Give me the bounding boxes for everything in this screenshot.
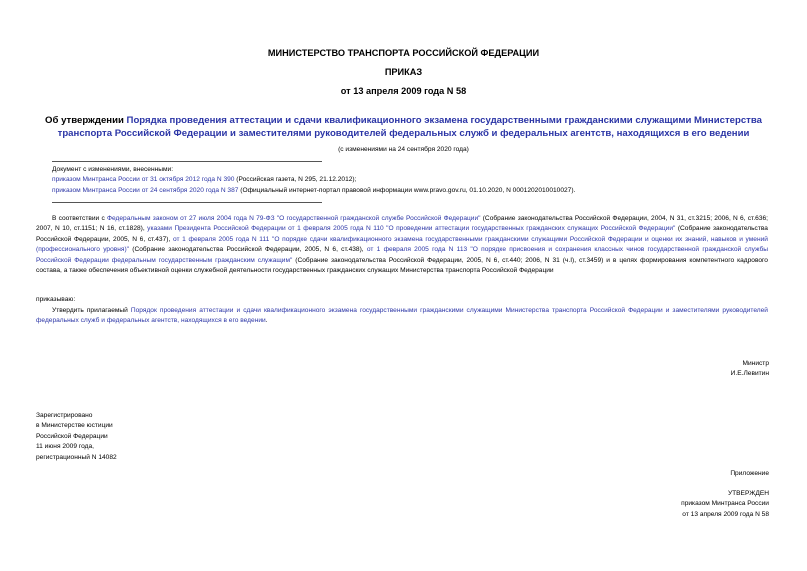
title-link[interactable]: Порядка проведения аттестации и сдачи квалификационного экзамена государственными гражданскими служащими Министерства транспорта Российской Федерации и заместителями руководителей федеральных служб и федеральных агентств, находящихся в его ведении: [57, 115, 762, 139]
decree-110-link[interactable]: указами Президента Российской Федерации от 1 февраля 2005 года N 110 "О проведении аттестации государственных гражданских служащих Российской Федерации": [147, 225, 676, 233]
title-prefix: Об утверждении: [45, 115, 127, 126]
preamble-paragraph: [36, 214, 768, 276]
document-title: [30, 114, 777, 140]
registration-line-2: в Министерстве юстиции: [36, 422, 113, 430]
appendix-date: от 13 апреля 2009 года N 58: [682, 510, 769, 518]
revision-note: (с изменениями на 24 сентября 2020 года): [338, 146, 469, 153]
doc-date-number: от 13 апреля 2009 года N 58: [340, 86, 467, 96]
preamble-text-3: (Собрание законодательства Российской Федерации, 2005, N 6, ст.437),: [36, 225, 768, 243]
registration-block: [36, 411, 117, 463]
registration-line-4: 11 июня 2009 года,: [36, 443, 94, 451]
signature-block: [731, 359, 769, 380]
changes-item-2-text: (Официальный интернет-портал правовой информации www.pravo.gov.ru, 01.10.2020, N 0001202010010027).: [238, 186, 576, 194]
changes-item-2: [52, 186, 782, 196]
registration-line-5: регистрационный N 14082: [36, 453, 117, 461]
changes-intro: Документ с изменениями, внесенными:: [52, 166, 174, 173]
order-word: приказываю:: [36, 296, 76, 303]
doc-type-heading: ПРИКАЗ: [384, 67, 423, 77]
changes-item-1-link[interactable]: приказом Минтранса России от 31 октября 2012 года N 390: [52, 176, 235, 184]
changes-block: [52, 165, 782, 196]
signature-name: И.Е.Левитин: [730, 370, 769, 378]
approve-paragraph: [36, 306, 768, 327]
registration-line-3: Российской Федерации: [36, 432, 108, 440]
approve-text-1: Утвердить прилагаемый: [52, 307, 131, 314]
preamble-text-2: (Собрание законодательства Российской Федерации, 2004, N 31, ст.3215; 2006, N 6, ст.636; 2007, N 10, ст.1151; N 16, ст.1828),: [36, 215, 769, 233]
preamble-text-5: (Собрание законодательства Российской Федерации, 2005, N 6, ст.440; 2006, N 31 (ч.I), ст.3459) и в целях формирования компетентного кадрового состава, а также обеспечения объективной оценки служебной деятельности государственных гражданских служащих Министерства транспорта Российской Федерации: [36, 256, 768, 275]
signature-role: Министр: [742, 360, 769, 367]
appendix-by: приказом Минтранса России: [681, 500, 769, 508]
preamble-text-1: В соответствии с: [52, 215, 107, 222]
changes-item-1-text: (Российская газета, N 295, 21.12.2012);: [234, 176, 357, 184]
appendix-label: Приложение: [730, 470, 769, 477]
federal-law-link[interactable]: Федеральным законом от 27 июля 2004 года N 79-ФЗ "О государственной гражданской службе Российской Федерации": [106, 215, 481, 222]
changes-item-2-link[interactable]: приказом Минтранса России от 24 сентября 2020 года N 387: [52, 186, 239, 194]
registration-line-1: Зарегистрировано: [36, 412, 93, 419]
approve-text-2: .: [265, 317, 268, 325]
changes-item-1: [52, 175, 782, 185]
changes-top-rule: [52, 161, 322, 162]
decree-113-link[interactable]: от 1 февраля 2005 года N 113 "О порядке присвоения и сохранения классных чинов государственной гражданской службы Российской Федерации федеральным государственным гражданским служащим": [36, 246, 768, 264]
procedure-link[interactable]: Порядок проведения аттестации и сдачи квалификационного экзамена государственными гражданскими служащими Министерства транспорта Российской Федерации и заместителями руководителей федеральных служб и федеральных агентств, находящихся в его ведении: [36, 307, 768, 325]
changes-bottom-rule: [52, 202, 322, 203]
ministry-heading: МИНИСТЕРСТВО ТРАНСПОРТА РОССИЙСКОЙ ФЕДЕРАЦИИ: [267, 48, 540, 58]
decree-111-link[interactable]: от 1 февраля 2005 года N 111 "О порядке сдачи квалификационного экзамена государственными гражданскими служащими Российской Федерации и оценки их знаний, навыков и умений (профессионального уровня)": [36, 235, 768, 254]
appendix-approval-block: [681, 489, 769, 520]
preamble-text-4: (Собрание законодательства Российской Федерации, 2005, N 6, ст.438),: [129, 246, 367, 254]
appendix-approved: УТВЕРЖДЕН: [727, 490, 769, 497]
